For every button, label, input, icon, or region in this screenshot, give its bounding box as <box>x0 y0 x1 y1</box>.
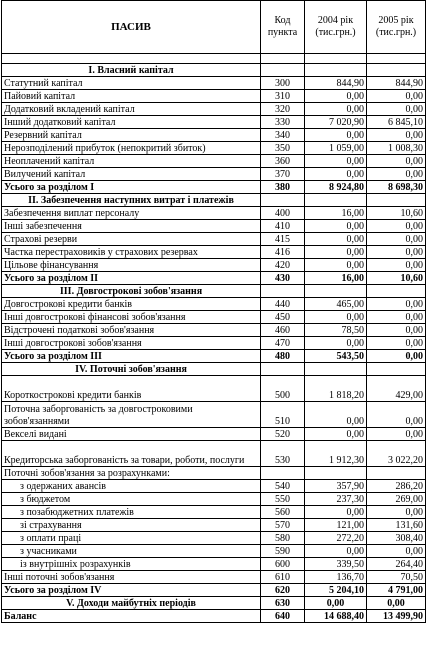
row-code: 420 <box>261 259 305 272</box>
row-code: 430 <box>261 272 305 285</box>
row-value-2004: 0,00 <box>305 103 367 116</box>
row-value-2005: 308,40 <box>367 532 426 545</box>
row-value-2005: 0,00 <box>367 350 426 363</box>
row-value-2005: 0,00 <box>367 220 426 233</box>
row-value-2004: 465,00 <box>305 298 367 311</box>
total-row <box>2 350 426 363</box>
header-title: ПАСИВ <box>2 1 261 54</box>
table-row <box>2 311 426 324</box>
row-label: Усього за розділом IV <box>2 584 261 597</box>
row-code: 300 <box>261 77 305 90</box>
table-row <box>2 519 426 532</box>
spacer-row <box>2 54 426 64</box>
row-code: 500 <box>261 376 305 402</box>
table-row <box>2 441 426 467</box>
total-row <box>2 181 426 194</box>
row-value-2004: 136,70 <box>305 571 367 584</box>
row-label: Додатковий вкладений капітал <box>2 103 261 116</box>
row-value-2005: 0,00 <box>367 298 426 311</box>
section-row <box>2 285 426 298</box>
row-value-2004: 121,00 <box>305 519 367 532</box>
table-row <box>2 142 426 155</box>
row-value-2004: 0,00 <box>305 90 367 103</box>
row-label: Цільове фінансування <box>2 259 261 272</box>
row-value-2005: 286,20 <box>367 480 426 493</box>
row-value-2004: 0,00 <box>305 545 367 558</box>
table-row <box>2 324 426 337</box>
row-value-2005: 0,00 <box>367 129 426 142</box>
row-code: 640 <box>261 610 305 623</box>
row-label: Неоплачений капітал <box>2 155 261 168</box>
table-row <box>2 116 426 129</box>
row-value-2005: 429,00 <box>367 376 426 402</box>
row-value-2005: 0,00 <box>367 103 426 116</box>
row-value-2004: 14 688,40 <box>305 610 367 623</box>
row-value-2005: 844,90 <box>367 77 426 90</box>
row-value-2005: 13 499,90 <box>367 610 426 623</box>
table-row <box>2 129 426 142</box>
row-label: І. Власний капітал <box>2 64 261 77</box>
row-label: Інші забезпечення <box>2 220 261 233</box>
row-label: Відстрочені податкові зобов'язання <box>2 324 261 337</box>
header-row <box>2 1 426 54</box>
row-value-2004: 0,00 <box>305 155 367 168</box>
total-row <box>2 272 426 285</box>
row-code: 560 <box>261 506 305 519</box>
balance-sheet-liabilities <box>1 0 425 623</box>
row-label: Поточна заборгованість за довгостроковими зобов'язаннями <box>2 402 261 428</box>
row-code: 630 <box>261 597 305 610</box>
row-value-2004: 339,50 <box>305 558 367 571</box>
row-value-2005 <box>367 285 426 298</box>
table-row <box>2 337 426 350</box>
row-value-2005 <box>367 64 426 77</box>
table-row <box>2 493 426 506</box>
row-label: Статутний капітал <box>2 77 261 90</box>
row-label: Векселі видані <box>2 428 261 441</box>
row-value-2005 <box>367 363 426 376</box>
row-code: 620 <box>261 584 305 597</box>
row-value-2004: 0,00 <box>305 311 367 324</box>
row-code: 570 <box>261 519 305 532</box>
table-row <box>2 545 426 558</box>
row-label: Довгострокові кредити банків <box>2 298 261 311</box>
liabilities-table <box>1 0 426 623</box>
row-code: 350 <box>261 142 305 155</box>
row-value-2005: 0,00 <box>367 233 426 246</box>
row-value-2005: 4 791,00 <box>367 584 426 597</box>
row-value-2005: 0,00 <box>367 402 426 428</box>
row-label: Забезпечення виплат персоналу <box>2 207 261 220</box>
row-value-2004: 0,00 <box>305 506 367 519</box>
total-row <box>2 610 426 623</box>
table-row <box>2 428 426 441</box>
row-label: Кредиторська заборгованість за товари, роботи, послуги <box>2 441 261 467</box>
row-label: Вилучений капітал <box>2 168 261 181</box>
row-value-2004: 0,00 <box>305 597 367 610</box>
row-value-2005: 269,00 <box>367 493 426 506</box>
row-value-2005: 0,00 <box>367 324 426 337</box>
row-code: 530 <box>261 441 305 467</box>
row-code: 400 <box>261 207 305 220</box>
row-value-2004: 357,90 <box>305 480 367 493</box>
row-code <box>261 285 305 298</box>
row-code: 415 <box>261 233 305 246</box>
row-value-2004: 0,00 <box>305 129 367 142</box>
row-value-2005 <box>367 467 426 480</box>
table-row <box>2 402 426 428</box>
table-row <box>2 558 426 571</box>
row-label: Поточні зобов'язання за розрахунками: <box>2 467 261 480</box>
row-code: 330 <box>261 116 305 129</box>
table-row <box>2 298 426 311</box>
row-value-2005: 10,60 <box>367 207 426 220</box>
row-code: 380 <box>261 181 305 194</box>
row-value-2005: 3 022,20 <box>367 441 426 467</box>
row-value-2005: 1 008,30 <box>367 142 426 155</box>
row-value-2005: 0,00 <box>367 259 426 272</box>
row-code <box>261 467 305 480</box>
row-label: Усього за розділом ІІ <box>2 272 261 285</box>
row-code: 470 <box>261 337 305 350</box>
section-row <box>2 64 426 77</box>
row-value-2004: 272,20 <box>305 532 367 545</box>
row-code: 610 <box>261 571 305 584</box>
row-code <box>261 194 305 207</box>
row-code: 360 <box>261 155 305 168</box>
row-code <box>261 363 305 376</box>
table-row <box>2 259 426 272</box>
section-row <box>2 597 426 610</box>
row-label: Частка перестраховиків у страхових резервах <box>2 246 261 259</box>
table-row <box>2 480 426 493</box>
row-value-2004: 0,00 <box>305 233 367 246</box>
row-label: з позабюджетних платежів <box>2 506 261 519</box>
row-value-2005: 0,00 <box>367 337 426 350</box>
row-label: IV. Поточні зобов'язання <box>2 363 261 376</box>
row-value-2004: 543,50 <box>305 350 367 363</box>
row-label: з одержаних авансів <box>2 480 261 493</box>
table-row <box>2 77 426 90</box>
row-code: 320 <box>261 103 305 116</box>
row-label: Нерозподілений прибуток (непокритий збиток) <box>2 142 261 155</box>
row-label: Інші довгострокові фінансові зобов'язання <box>2 311 261 324</box>
row-code: 370 <box>261 168 305 181</box>
header-code: Код пункта <box>261 1 305 54</box>
table-row <box>2 233 426 246</box>
row-code: 410 <box>261 220 305 233</box>
row-value-2005 <box>367 194 426 207</box>
row-value-2004: 0,00 <box>305 220 367 233</box>
row-value-2005: 264,40 <box>367 558 426 571</box>
table-row <box>2 168 426 181</box>
row-label: Інші поточні зобов'язання <box>2 571 261 584</box>
row-code: 460 <box>261 324 305 337</box>
row-value-2005: 0,00 <box>367 246 426 259</box>
row-code: 440 <box>261 298 305 311</box>
row-code: 600 <box>261 558 305 571</box>
row-label: V. Доходи майбутніх періодів <box>2 597 261 610</box>
row-label: Інший додатковий капітал <box>2 116 261 129</box>
table-row <box>2 467 426 480</box>
row-value-2004: 8 924,80 <box>305 181 367 194</box>
table-row <box>2 246 426 259</box>
row-value-2004: 0,00 <box>305 428 367 441</box>
row-label: з бюджетом <box>2 493 261 506</box>
row-value-2004: 78,50 <box>305 324 367 337</box>
row-value-2004 <box>305 285 367 298</box>
row-label: Страхові резерви <box>2 233 261 246</box>
row-value-2004: 1 912,30 <box>305 441 367 467</box>
section-row <box>2 363 426 376</box>
row-code: 340 <box>261 129 305 142</box>
row-value-2004: 0,00 <box>305 168 367 181</box>
row-value-2004: 844,90 <box>305 77 367 90</box>
row-code: 416 <box>261 246 305 259</box>
row-label: ІІ. Забезпечення наступних витрат і платежів <box>2 194 261 207</box>
row-label: зі страхування <box>2 519 261 532</box>
row-value-2004: 0,00 <box>305 259 367 272</box>
row-label: Баланс <box>2 610 261 623</box>
row-value-2005: 0,00 <box>367 545 426 558</box>
row-value-2004: 16,00 <box>305 272 367 285</box>
row-label: Короткострокові кредити банків <box>2 376 261 402</box>
row-value-2005: 8 698,30 <box>367 181 426 194</box>
row-value-2004: 7 020,90 <box>305 116 367 129</box>
row-value-2004: 5 204,10 <box>305 584 367 597</box>
row-label: з оплати праці <box>2 532 261 545</box>
row-value-2005: 0,00 <box>367 597 426 610</box>
header-year-2005: 2005 рік (тис.грн.) <box>367 1 426 54</box>
row-label: Інші довгострокові зобов'язання <box>2 337 261 350</box>
row-value-2005: 0,00 <box>367 155 426 168</box>
table-body <box>2 64 426 623</box>
row-value-2005: 0,00 <box>367 506 426 519</box>
row-label: Усього за розділом ІІІ <box>2 350 261 363</box>
row-value-2004 <box>305 194 367 207</box>
table-row <box>2 155 426 168</box>
row-value-2005: 10,60 <box>367 272 426 285</box>
row-code: 510 <box>261 402 305 428</box>
row-label: з учасниками <box>2 545 261 558</box>
row-code: 480 <box>261 350 305 363</box>
table-row <box>2 207 426 220</box>
row-value-2004: 0,00 <box>305 246 367 259</box>
row-code: 520 <box>261 428 305 441</box>
table-row <box>2 506 426 519</box>
row-value-2004 <box>305 363 367 376</box>
row-code: 550 <box>261 493 305 506</box>
row-value-2004: 237,30 <box>305 493 367 506</box>
row-value-2005: 70,50 <box>367 571 426 584</box>
table-row <box>2 532 426 545</box>
total-row <box>2 584 426 597</box>
row-value-2004: 0,00 <box>305 337 367 350</box>
row-value-2005: 0,00 <box>367 168 426 181</box>
section-row <box>2 194 426 207</box>
row-label: Усього за розділом І <box>2 181 261 194</box>
row-code: 450 <box>261 311 305 324</box>
row-value-2004: 1 059,00 <box>305 142 367 155</box>
table-row <box>2 90 426 103</box>
row-value-2005: 0,00 <box>367 428 426 441</box>
row-code: 580 <box>261 532 305 545</box>
row-label: Пайовий капітал <box>2 90 261 103</box>
row-value-2004: 1 818,20 <box>305 376 367 402</box>
row-value-2005: 0,00 <box>367 311 426 324</box>
row-value-2005: 131,60 <box>367 519 426 532</box>
row-value-2005: 0,00 <box>367 90 426 103</box>
table-row <box>2 103 426 116</box>
row-label: ІІІ. Довгострокові зобов'язання <box>2 285 261 298</box>
row-code: 540 <box>261 480 305 493</box>
row-code: 590 <box>261 545 305 558</box>
table-row <box>2 571 426 584</box>
row-value-2005: 6 845,10 <box>367 116 426 129</box>
row-value-2004 <box>305 64 367 77</box>
row-value-2004: 0,00 <box>305 402 367 428</box>
row-value-2004: 16,00 <box>305 207 367 220</box>
row-code: 310 <box>261 90 305 103</box>
row-label: Резервний капітал <box>2 129 261 142</box>
row-label: із внутрішніх розрахунків <box>2 558 261 571</box>
row-value-2004 <box>305 467 367 480</box>
header-year-2004: 2004 рік (тис.грн.) <box>305 1 367 54</box>
table-row <box>2 376 426 402</box>
table-row <box>2 220 426 233</box>
row-code <box>261 64 305 77</box>
